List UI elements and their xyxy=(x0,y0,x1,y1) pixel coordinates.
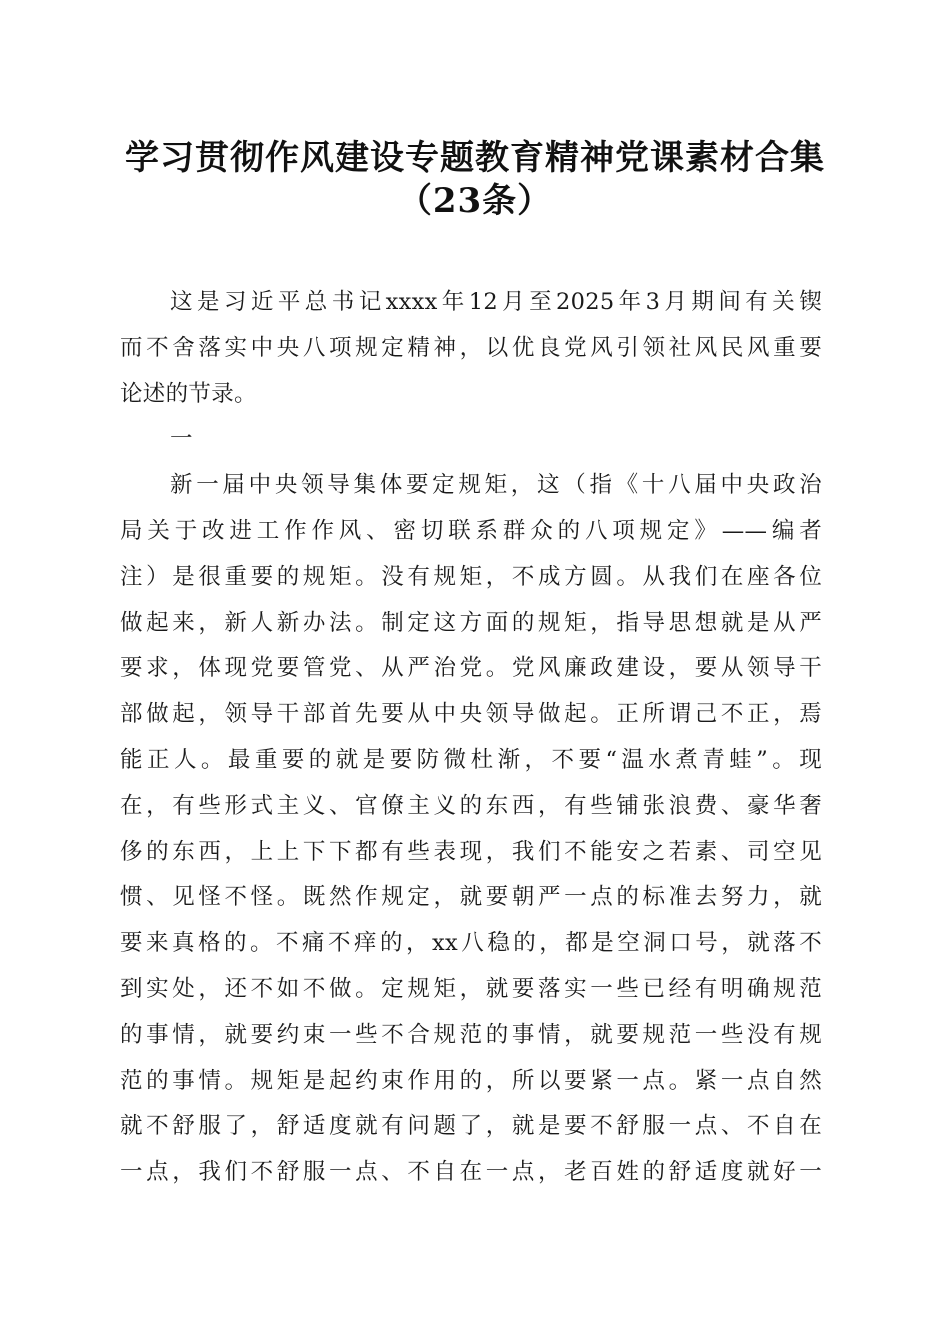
paragraph-line: 在，有些形式主义、官僚主义的东西，有些铺张浪费、豪华奢 xyxy=(120,792,822,819)
paragraph-line: 能正人。最重要的就是要防微杜渐，不要“温水煮青蛙”。现 xyxy=(120,746,822,773)
paragraph-line: 一点，我们不舒服一点、不自在一点，老百姓的舒适度就好一 xyxy=(120,1159,822,1186)
paragraph-line: 部做起，领导干部首先要从中央领导做起。正所谓己不正，焉 xyxy=(120,701,822,728)
paragraph-line: 做起来，新人新办法。制定这方面的规矩，指导思想就是从严 xyxy=(120,609,822,636)
paragraph-line: 要来真格的。不痛不痒的，xx八稳的，都是空洞口号，就落不 xyxy=(120,930,822,957)
section-number: 一 xyxy=(170,426,193,453)
document-title: 学习贯彻作风建设专题教育精神党课素材合集 xyxy=(125,138,825,178)
paragraph-line: 而不舍落实中央八项规定精神，以优良党风引领社风民风重要 xyxy=(120,334,822,361)
paragraph-line: 侈的东西，上上下下都有些表现，我们不能安之若素、司空见 xyxy=(120,838,822,865)
document-body xyxy=(120,280,822,1196)
paragraph-line: 要求，体现党要管党、从严治党。党风廉政建设，要从领导干 xyxy=(120,655,822,682)
paragraph-line: 惯、见怪不怪。既然作规定，就要朝严一点的标准去努力，就 xyxy=(120,884,822,911)
paragraph-line: 就不舒服了，舒适度就有问题了，就是要不舒服一点、不自在 xyxy=(120,1113,822,1140)
paragraph-line: 范的事情。规矩是起约束作用的，所以要紧一点。紧一点自然 xyxy=(120,1067,822,1094)
paragraph-line: 注）是很重要的规矩。没有规矩，不成方圆。从我们在座各位 xyxy=(120,563,822,590)
paragraph-line: 这是习近平总书记xxxx年12月至2025年3月期间有关锲 xyxy=(170,289,822,315)
document-title-count: （23条） xyxy=(397,181,553,221)
paragraph-line: 到实处，还不如不做。定规矩，就要落实一些已经有明确规范 xyxy=(120,975,822,1002)
paragraph-line: 的事情，就要约束一些不合规范的事情，就要规范一些没有规 xyxy=(120,1021,822,1048)
paragraph-line: 局关于改进工作作风、密切联系群众的八项规定》——编者 xyxy=(120,517,822,544)
paragraph-line: 新一届中央领导集体要定规矩，这（指《十八届中央政治 xyxy=(170,472,822,499)
paragraph-line: 论述的节录。 xyxy=(120,380,257,407)
